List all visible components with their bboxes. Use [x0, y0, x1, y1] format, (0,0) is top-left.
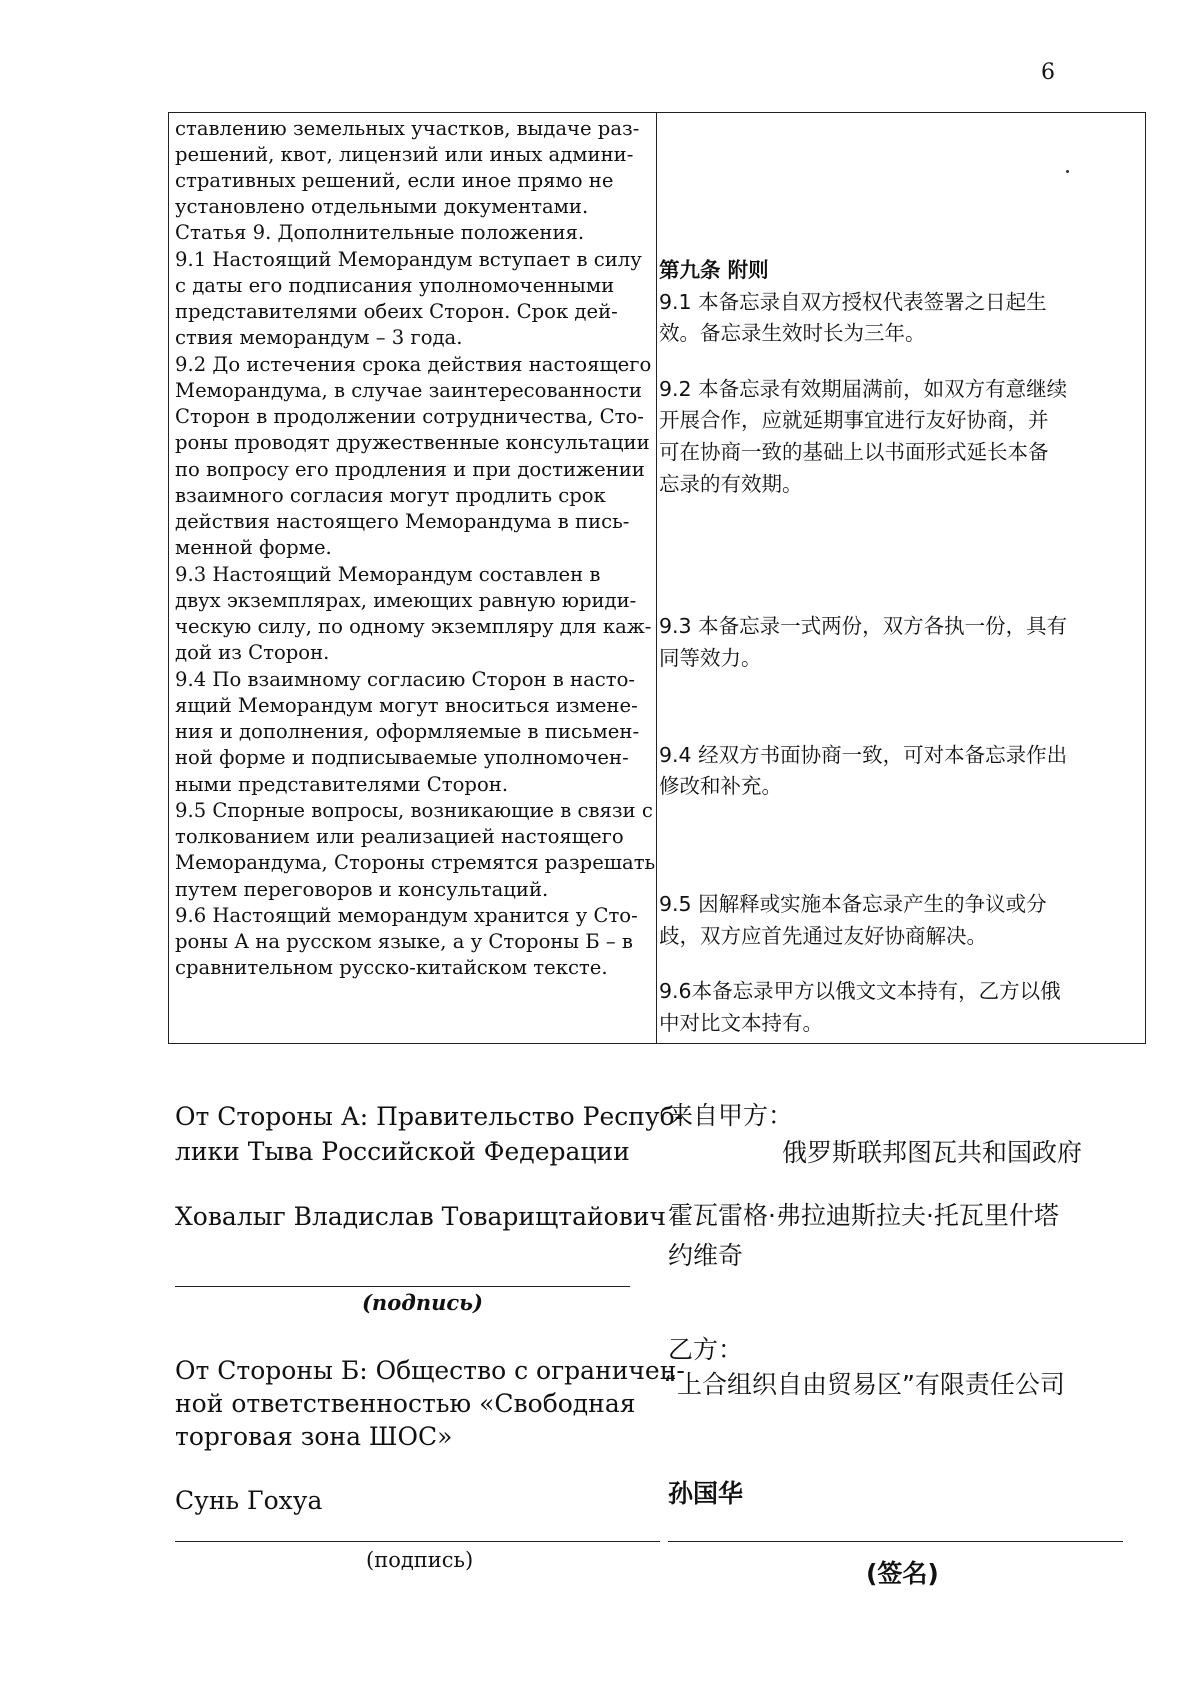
cn-line: 同等效力。 — [659, 646, 762, 670]
party-b-ru-line: От Стороны Б: Общество с ограничен- — [175, 1356, 685, 1385]
ru-line: Меморандума, Стороны стремятся разрешать — [175, 851, 656, 874]
ru-line: действия настоящего Меморандума в пись- — [175, 510, 630, 533]
page-number: 6 — [1041, 60, 1055, 85]
ru-line: роны проводят дружественные консультации — [175, 431, 650, 454]
party-a-cn-name: 俄罗斯联邦图瓦共和国政府 — [782, 1138, 1083, 1167]
ru-line: ящий Меморандум могут вноситься измене- — [175, 694, 638, 717]
ru-line: по вопросу его продления и при достижении — [175, 458, 645, 481]
cn-line: 9.6本备忘录甲方以俄文文本持有，乙方以俄 — [659, 979, 1061, 1003]
party-a-ru-line: От Стороны А: Правительство Респуб- — [175, 1102, 684, 1131]
scan-speck — [1066, 170, 1069, 173]
party-b-cn-label: 乙方： — [668, 1335, 744, 1364]
cn-line: 效。备忘录生效时长为三年。 — [659, 321, 926, 345]
signature-caption-b-ru: (подпись) — [366, 1548, 474, 1572]
party-b-ru-line: торговая зона ШОС» — [175, 1422, 453, 1451]
ru-line: ческую силу, по одному экземпляру для каж- — [175, 615, 652, 638]
signature-caption-a: (подпись) — [362, 1290, 483, 1315]
cn-line: 可在协商一致的基础上以书面形式延长本备 — [659, 440, 1049, 464]
ru-line: установлено отдельными документами. — [175, 195, 589, 218]
memorandum-table — [168, 112, 1146, 1044]
article-heading-cn: 第九条 附则 — [659, 258, 769, 282]
ru-line: ставлению земельных участков, выдаче раз- — [175, 117, 640, 140]
cn-line: 9.5 因解释或实施本备忘录产生的争议或分 — [659, 892, 1047, 916]
party-a-ru-line: лики Тыва Российской Федерации — [175, 1137, 630, 1166]
signer-b-cn: 孙国华 — [668, 1479, 744, 1508]
ru-line: 9.6 Настоящий меморандум хранится у Сто- — [175, 904, 638, 927]
ru-line: представителями обеих Сторон. Срок дей- — [175, 300, 618, 323]
cn-line: 修改和补充。 — [659, 774, 782, 798]
signer-a-ru: Ховалыг Владислав Товарищтайович — [175, 1202, 667, 1231]
ru-line: 9.1 Настоящий Меморандум вступает в силу — [175, 248, 642, 271]
ru-line: 9.4 По взаимному согласию Сторон в насто- — [175, 668, 636, 691]
ru-line: стративных решений, если иное прямо не — [175, 169, 614, 192]
ru-line: ствия меморандум – 3 года. — [175, 326, 463, 349]
cn-line: 9.3 本备忘录一式两份，双方各执一份，具有 — [659, 614, 1068, 638]
ru-line: ной форме и подписываемые уполномочен- — [175, 746, 629, 769]
ru-line: сравнительном русско-китайском тексте. — [175, 956, 608, 979]
ru-line: менной форме. — [175, 536, 332, 559]
ru-line: 9.2 До истечения срока действия настоящего — [175, 353, 652, 376]
cn-line: 9.2 本备忘录有效期届满前，如双方有意继续 — [659, 377, 1068, 401]
ru-line: 9.5 Спорные вопросы, возникающие в связи с — [175, 799, 653, 822]
cn-line: 9.4 经双方书面协商一致，可对本备忘录作出 — [659, 743, 1068, 767]
ru-line: двух экземплярах, имеющих равную юриди- — [175, 589, 637, 612]
ru-line: толкованием или реализацией настоящего — [175, 825, 624, 848]
signature-line-a — [175, 1286, 630, 1287]
ru-line: Сторон в продолжении сотрудничества, Сто- — [175, 405, 644, 428]
cn-line: 歧，双方应首先通过友好协商解决。 — [659, 924, 987, 948]
ru-line: взаимного согласия могут продлить срок — [175, 484, 606, 507]
ru-line: 9.3 Настоящий Меморандум составлен в — [175, 563, 601, 586]
ru-line: дой из Сторон. — [175, 641, 330, 664]
ru-line: путем переговоров и консультаций. — [175, 878, 549, 901]
ru-line: роны А на русском языке, а у Стороны Б – в — [175, 930, 633, 953]
signer-a-cn-line: 约维奇 — [668, 1241, 744, 1270]
ru-line: ными представителями Сторон. — [175, 773, 509, 796]
signer-a-cn-line: 霍瓦雷格·弗拉迪斯拉夫·托瓦里什塔 — [668, 1201, 1059, 1230]
ru-line: ния и дополнения, оформляемые в письмен- — [175, 720, 640, 743]
signer-b-ru: Сунь Гохуа — [175, 1486, 323, 1515]
article-heading-ru: Статья 9. Дополнительные положения. — [175, 221, 585, 244]
cn-line: 中对比文本持有。 — [659, 1011, 823, 1035]
ru-line: с даты его подписания уполномоченными — [175, 274, 615, 297]
cn-line: 9.1 本备忘录自双方授权代表签署之日起生 — [659, 290, 1047, 314]
ru-line: Меморандума, в случае заинтересованности — [175, 379, 642, 402]
party-b-ru-line: ной ответственностью «Свободная — [175, 1389, 636, 1418]
signature-line-b-cn — [668, 1541, 1123, 1542]
cn-line: 开展合作，应就延期事宜进行友好协商，并 — [659, 408, 1049, 432]
cn-line: 忘录的有效期。 — [659, 472, 803, 496]
signature-line-b-ru — [175, 1541, 660, 1542]
party-b-cn-name: “上合组织自由贸易区”有限责任公司 — [664, 1370, 1065, 1399]
column-divider — [656, 113, 657, 1043]
signature-caption-b-cn: (签名) — [866, 1559, 939, 1588]
party-a-cn-label: 来自甲方： — [668, 1101, 794, 1130]
ru-line: решений, квот, лицензий или иных админи- — [175, 143, 634, 166]
